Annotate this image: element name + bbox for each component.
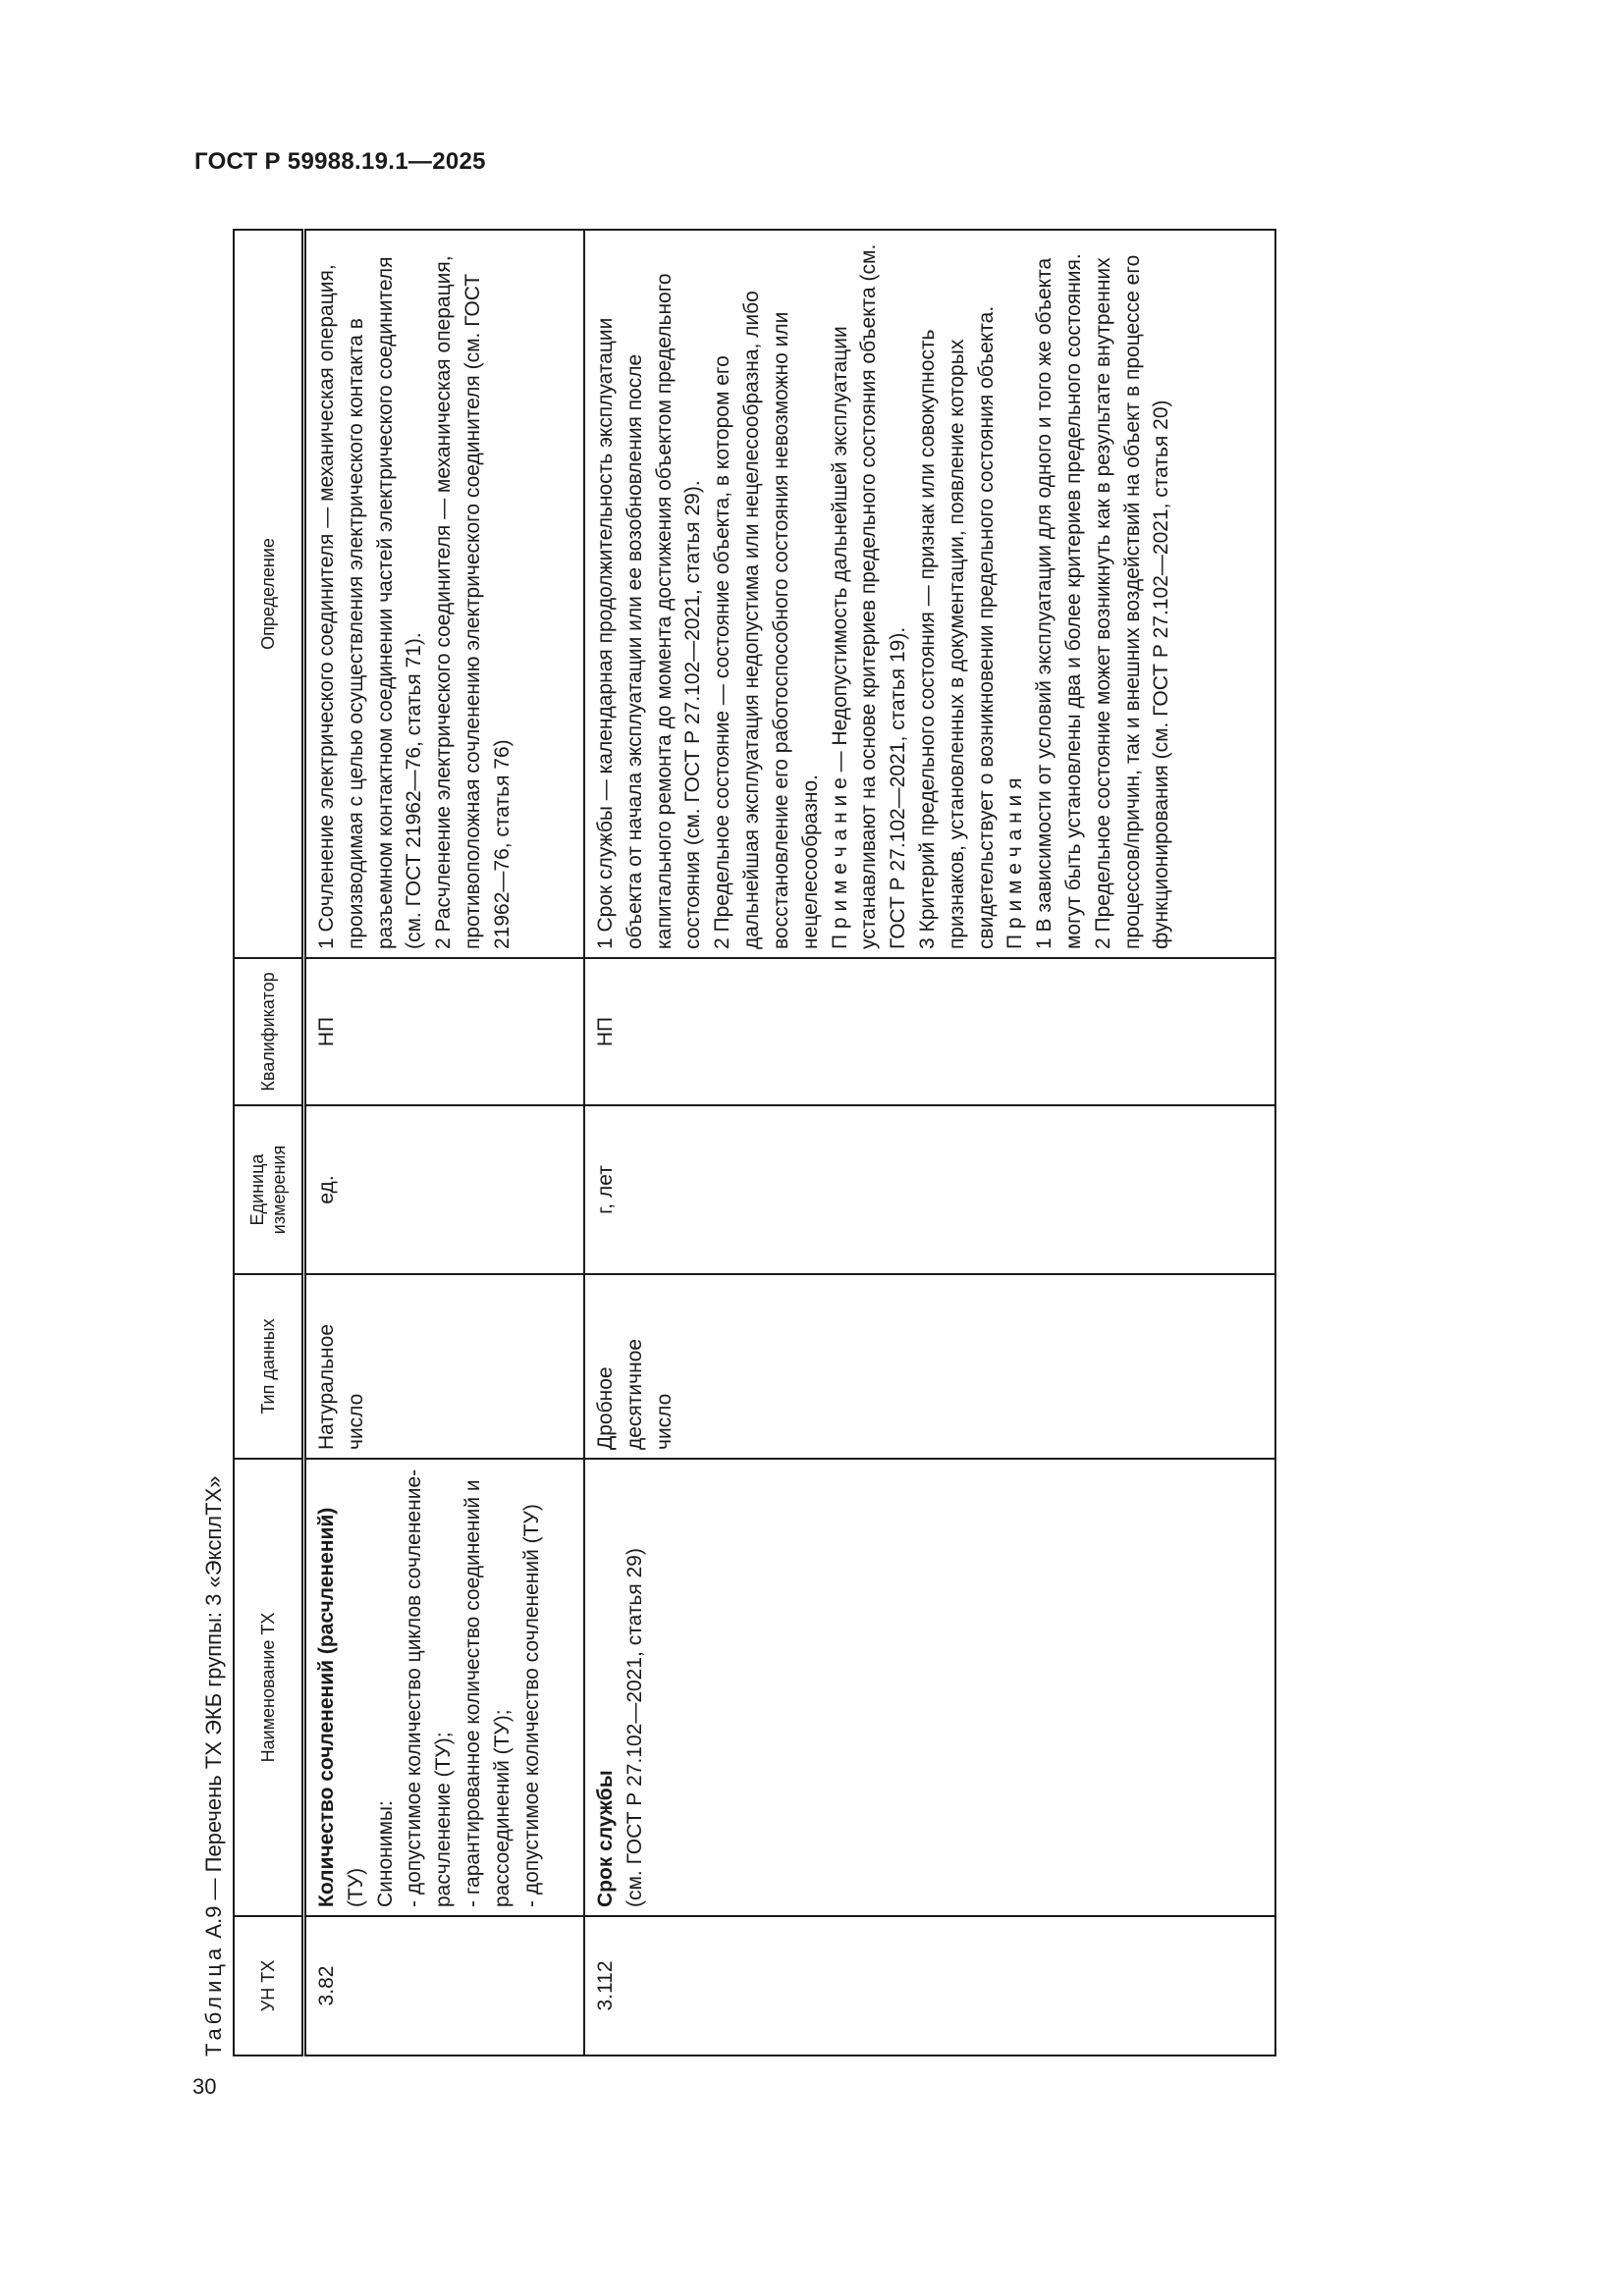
name-bold: Срок службы — [594, 1770, 617, 1907]
cell-un: 3.112 — [584, 1916, 1275, 2056]
name-line: (см. ГОСТ Р 27.102—2021, статья 29) — [623, 1548, 646, 1907]
table-caption — [201, 1476, 227, 2057]
cell-qualifier: НП — [584, 958, 1275, 1105]
cell-unit: г, лет — [584, 1105, 1275, 1274]
definition-line: 2 Предельное состояние может возникнуть как в результате внутренних процессов/причин, так и внешних воздействий на объект в процессе его функционирования (см. ГОСТ Р 27.102—2021, статья 20) — [1091, 254, 1173, 949]
cell-qualifier: НП — [304, 958, 585, 1105]
header-unit: Единица измерения — [234, 1105, 304, 1274]
definition-line: 2 Предельное состояние — состояние объекта, в котором его дальнейшая эксплуатация недопустима или нецелесообразна, либо восстановление его работоспособного состояния невозможно или нецелесообразно. — [711, 291, 822, 949]
table-row — [304, 230, 585, 2056]
cell-name — [584, 1459, 1275, 1916]
document-title: ГОСТ Р 59988.19.1—2025 — [194, 148, 486, 175]
header-qualifier: Квалификатор — [234, 958, 304, 1105]
cell-unit: ед. — [304, 1105, 585, 1274]
definition-line: 1 В зависимости от условий эксплуатации для одного и того же объекта могут быть установлены два и более критериев предельного состояния. — [1033, 253, 1085, 949]
definition-line: 1 Сочленение электрического соединителя — механическая операция, производимая с целью осуществления электрического контакта в разъемном контактном соединении частей электрического соединителя (см. ГОСТ 21962—76, статья 71). — [315, 256, 426, 949]
name-line: - допустимое количество сочленений (ТУ) — [519, 1504, 543, 1907]
header-un: УН ТХ — [234, 1916, 304, 2056]
cell-type: Натуральное число — [304, 1274, 585, 1459]
cell-definition — [584, 230, 1275, 958]
cell-definition — [304, 230, 585, 958]
rotated-table-block — [201, 231, 1301, 2056]
header-name: Наименование ТХ — [234, 1459, 304, 1916]
table-header-row — [234, 230, 304, 2056]
cell-type: Дробное десятичное число — [584, 1274, 1275, 1459]
table-caption-prefix: Таблица — [201, 1944, 226, 2056]
table-row — [584, 230, 1275, 2056]
definition-line: 3 Критерий предельного состояния — признак или совокупность признаков, установленных в документации, появление которых свидетельствует о возникновении предельного состояния объекта. — [915, 305, 998, 949]
name-suffix: (ТУ) — [344, 1867, 367, 1907]
definition-line: 1 Срок службы — календарная продолжительность эксплуатации объекта от начала эксплуатации или ее возобновления после капитального ремонта до момента достижения объектом предельного состояния (см. ГОСТ Р 27.102—2021, статья 29). — [594, 273, 705, 949]
definition-line: 2 Расчленение электрического соединителя — механическая операция, противоположная сочленению электрического соединителя (см. ГОСТ 21962—76, статья 76) — [432, 255, 514, 949]
cell-name — [304, 1459, 585, 1916]
definition-line: П р и м е ч а н и я — [1003, 777, 1027, 949]
cell-un: 3.82 — [304, 1916, 585, 2056]
definition-line: П р и м е ч а н и е — Недопустимость дальнейшей эксплуатации устанавливают на основе критериев предельного состояния объекта (см. ГОСТ Р 27.102—2021, статья 19). — [828, 243, 910, 949]
characteristics-table — [233, 229, 1276, 2056]
name-bold: Количество сочленений (расчленений) — [315, 1507, 338, 1907]
page-number: 30 — [192, 2074, 217, 2099]
name-line: Синонимы: — [373, 1800, 397, 1907]
header-type: Тип данных — [234, 1274, 304, 1459]
name-line: - гарантированное количество соединений и рассоединений (ТУ); — [461, 1479, 514, 1907]
name-line: - допустимое количество циклов сочленение-расчленение (ТУ); — [403, 1468, 456, 1907]
table-caption-text: А.9 — Перечень ТХ ЭКБ группы: 3 «ЭксплТХ» — [201, 1475, 226, 1939]
header-definition: Определение — [234, 230, 304, 958]
